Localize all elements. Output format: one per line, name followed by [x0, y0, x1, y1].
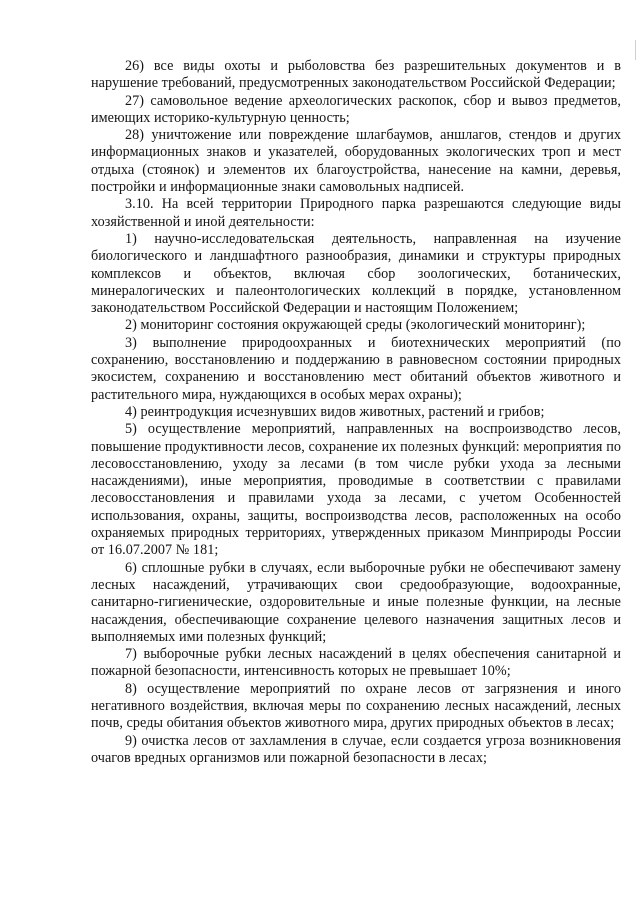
paragraph-item-3: 3) выполнение природоохранных и биотехнических мероприятий (по сохранению, восстановлению и поддержанию в равновесном состоянии природных экосистем, сохранению и восстановлению мест обитаний объектов животного и растительного мира, нуждающихся в особых мерах охраны); [91, 334, 621, 403]
scan-edge-mark [635, 40, 636, 60]
paragraph-item-1: 1) научно-исследовательская деятельность, направленная на изучение биологического и ландшафтного разнообразия, динамики и структуры природных комплексов и объектов, включая сбор зоологических, ботанических, минералогических и палеонтологических коллекций в порядке, установленном законодательством Российской Федерации и настоящим Положением; [91, 230, 621, 317]
paragraph-item-26: 26) все виды охоты и рыболовства без разрешительных документов и в нарушение требований, предусмотренных законодательством Российской Федерации; [91, 58, 621, 92]
section-3-10-heading: 3.10. На всей территории Природного парка разрешаются следующие виды хозяйственной и иной деятельности: [91, 196, 621, 230]
paragraph-item-9: 9) очистка лесов от захламления в случае, если создается угроза возникновения очагов вредных организмов или пожарной безопасности в лесах; [91, 732, 621, 766]
paragraph-item-2: 2) мониторинг состояния окружающей среды (экологический мониторинг); [125, 317, 586, 334]
paragraph-item-27: 27) самовольное ведение археологических раскопок, сбор и вывоз предметов, имеющих историко-культурную ценность; [91, 92, 621, 126]
paragraph-item-5: 5) осуществление мероприятий, направленных на воспроизводство лесов, повышение продуктивности лесов, сохранение их полезных функций: мероприятия по лесовосстановлению, уходу за лесами (в том числе рубки ухода за лесными насаждениями), иные мероприятия, проводимые в соответствии с правилами лесовосстановления и правилами ухода за лесами, с учетом Особенностей использования, охраны, защиты, воспроизводства лесов, расположенных на особо охраняемых природных территориях, утвержденных приказом Минприроды России от 16.07.2007 № 181; [91, 421, 621, 559]
paragraph-item-8: 8) осуществление мероприятий по охране лесов от загрязнения и иного негативного воздействия, включая меры по сохранению лесных насаждений, лесных почв, среды обитания объектов животного мира, других природных объектов в лесах; [91, 680, 621, 732]
document-body [91, 58, 621, 767]
paragraph-item-4: 4) реинтродукция исчезнувших видов животных, растений и грибов; [125, 403, 545, 420]
paragraph-item-7: 7) выборочные рубки лесных насаждений в целях обеспечения санитарной и пожарной безопасности, интенсивность которых не превышает 10%; [91, 646, 621, 680]
paragraph-item-28: 28) уничтожение или повреждение шлагбаумов, аншлагов, стендов и других информационных знаков и указателей, оборудованных экологических троп и мест отдыха (стоянок) и элементов их благоустройства, нанесение на камни, деревья, постройки и информационные знаки самовольных надписей. [91, 127, 621, 196]
paragraph-item-6: 6) сплошные рубки в случаях, если выборочные рубки не обеспечивают замену лесных насаждений, утрачивающих свои средообразующие, водоохранные, санитарно-гигиенические, оздоровительные и иные полезные функции, на лесные насаждения, обеспечивающие сохранение целевого назначения защитных лесов и выполняемых ими полезных функций; [91, 559, 621, 645]
